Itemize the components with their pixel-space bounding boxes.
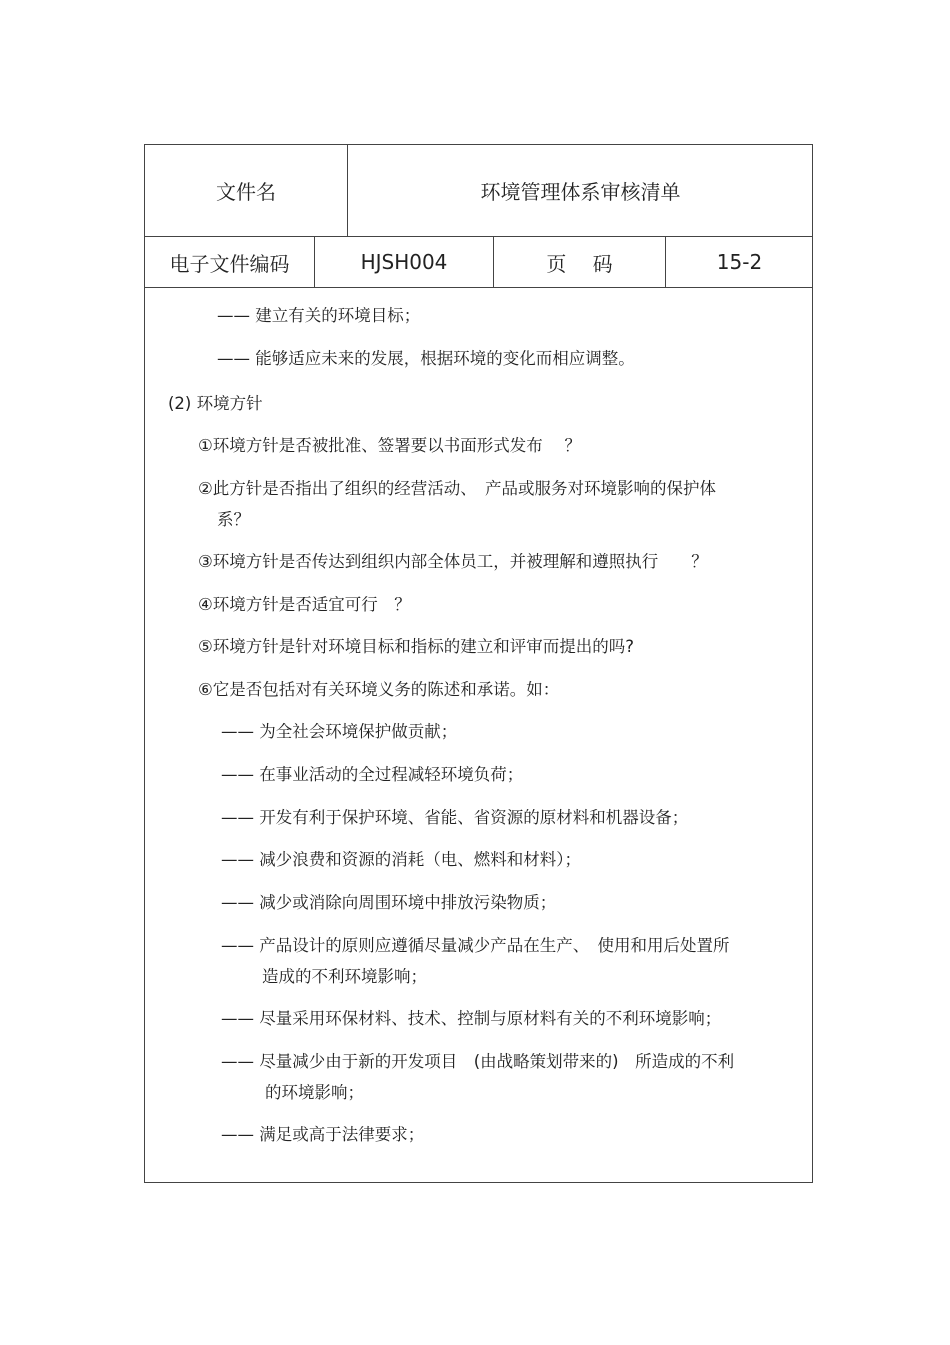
section-heading: (2) 环境方针 [168,394,263,413]
text-line: —— 建立有关的环境目标； [217,306,421,325]
code-value: HJSH004 [315,237,494,287]
dash-item: —— 在事业活动的全过程减轻环境负荷； [221,765,524,784]
question-item: ⑤环境方针是针对环境目标和指标的建立和评审而提出的吗? [198,637,635,656]
question-item: ②此方针是否指出了组织的经营活动、 产品或服务对环境影响的保护体 [198,479,717,498]
dash-item: —— 满足或高于法律要求； [221,1125,425,1144]
page-label: 页 码 [494,237,666,287]
dash-item: —— 为全社会环境保护做贡献； [221,722,458,741]
file-name-label: 文件名 [145,145,348,236]
question-item: ⑥它是否包括对有关环境义务的陈述和承诺。如： [198,680,560,699]
page-value: 15-2 [716,250,763,274]
code-label: 电子文件编码 [145,237,315,287]
question-item: ①环境方针是否被批准、签署要以书面形式发布 ？ [198,436,582,455]
text-line: —— 能够适应未来的发展，根据环境的变化而相应调整。 [217,349,635,368]
question-item: ④环境方针是否适宜可行 ？ [198,595,411,614]
document-title: 环境管理体系审核清单 [480,180,681,204]
dash-item-continued: 的环境影响； [265,1083,364,1102]
dash-item-continued: 造成的不利环境影响； [262,967,427,986]
dash-item: —— 减少或消除向周围环境中排放污染物质； [221,893,557,912]
question-item-continued: 系？ [217,510,250,529]
dash-item: —— 产品设计的原则应遵循尽量减少产品在生产、 使用和用后处置所 [221,936,730,955]
dash-item: —— 尽量减少由于新的开发项目 (由战略策划带来的) 所造成的不利 [221,1052,735,1071]
dash-item: —— 减少浪费和资源的消耗（电、燃料和材料）； [221,850,581,869]
dash-item: —— 尽量采用环保材料、技术、控制与原材料有关的不利环境影响； [221,1009,722,1028]
title-row [145,145,812,237]
code-row [145,237,812,288]
question-item: ③环境方针是否传达到组织内部全体员工，并被理解和遵照执行 ？ [198,552,708,571]
dash-item: —— 开发有利于保护环境、省能、省资源的原材料和机器设备； [221,808,689,827]
